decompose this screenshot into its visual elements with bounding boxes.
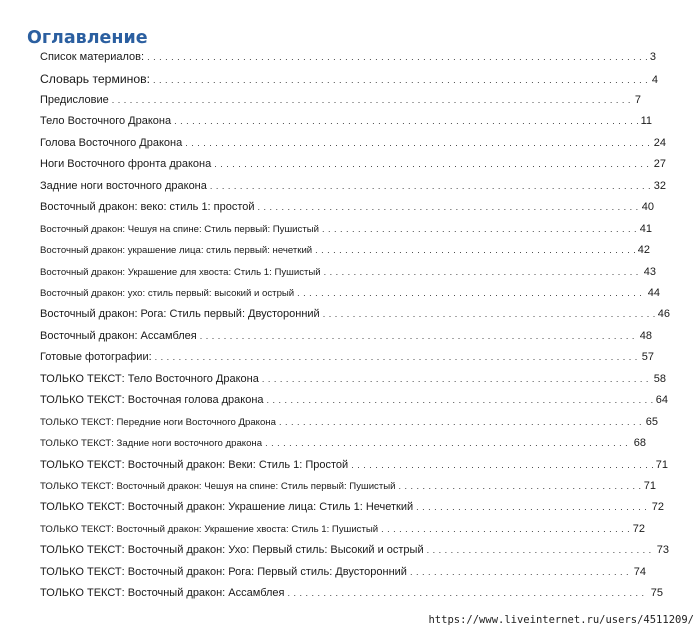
dot-leader	[185, 138, 651, 148]
dot-leader	[265, 438, 631, 448]
toc-entry-label: Задние ноги восточного дракона	[40, 179, 207, 192]
toc-entry-label: ТОЛЬКО ТЕКСТ: Восточный дракон: Украшение лица: Стиль 1: Нечеткий	[40, 501, 414, 514]
toc-entry-page: 73	[656, 544, 669, 557]
toc-entry-page: 74	[633, 565, 646, 578]
toc-entry-page: 3	[649, 51, 656, 63]
toc-entry-label: Восточный дракон: Украшение для хвоста: Стиль 1: Пушистый	[40, 266, 321, 278]
toc-entry-page: 11	[640, 115, 652, 128]
dot-leader	[297, 288, 645, 298]
dot-leader	[147, 52, 647, 62]
toc-entry-page: 42	[637, 244, 650, 257]
dot-leader	[288, 588, 648, 598]
dot-leader	[323, 309, 655, 319]
toc-entry-page: 65	[645, 415, 658, 428]
toc-entry-label: Восточный дракон: украшение лица: стиль первый: нечеткий	[40, 245, 313, 257]
toc-entry-label: Список материалов:	[40, 51, 145, 63]
toc-entry-label: Словарь терминов:	[40, 72, 151, 87]
toc-entry-label: ТОЛЬКО ТЕКСТ: Передние ноги Восточного Дракона	[40, 416, 276, 428]
toc-entry-label: Восточный дракон: Ассамблея	[40, 329, 197, 342]
toc-entry-label: ТОЛЬКО ТЕКСТ: Тело Восточного Дракона	[40, 372, 259, 385]
toc-entry-label: Восточный дракон: веко: стиль 1: простой	[40, 201, 255, 214]
toc-entry-page: 43	[643, 265, 656, 278]
toc-entry-page: 72	[632, 522, 645, 535]
toc-entry-label: Восточный дракон: Чешуя на спине: Стиль первый: Пушистый	[40, 223, 319, 235]
toc-entry[interactable]	[40, 330, 652, 348]
toc-entry-page: 75	[650, 587, 663, 600]
toc-entry-page: 68	[633, 437, 646, 450]
toc-entry-page: 72	[651, 501, 664, 514]
dot-leader	[410, 567, 631, 577]
toc-entry-label: Ноги Восточного фронта дракона	[40, 158, 212, 171]
toc-entry[interactable]	[40, 266, 656, 284]
toc-entry[interactable]	[40, 244, 650, 262]
toc-entry-page: 71	[655, 458, 668, 471]
toc-entry[interactable]	[40, 115, 652, 133]
toc-entry[interactable]	[40, 223, 652, 241]
toc-entry[interactable]	[40, 158, 666, 176]
toc-entry[interactable]	[40, 137, 666, 155]
dot-leader	[267, 395, 653, 405]
toc-entry-page: 32	[653, 179, 666, 192]
toc-entry-label: ТОЛЬКО ТЕКСТ: Восточный дракон: Украшение хвоста: Стиль 1: Пушистый	[40, 523, 379, 535]
dot-leader	[279, 417, 643, 427]
toc-entry[interactable]	[40, 287, 660, 305]
toc-entry[interactable]	[40, 180, 666, 198]
dot-leader	[324, 267, 641, 277]
toc-entry[interactable]	[40, 308, 670, 326]
toc-entry[interactable]	[40, 437, 646, 455]
toc-entry-label: Готовые фотографии:	[40, 351, 152, 364]
toc-entry-label: ТОЛЬКО ТЕКСТ: Восточный дракон: Ухо: Первый стиль: Высокий и острый	[40, 544, 424, 557]
toc-entry-label: Голова Восточного Дракона	[40, 136, 183, 149]
source-url: https://www.liveinternet.ru/users/4511209/	[428, 614, 694, 626]
dot-leader	[427, 545, 654, 555]
dot-leader	[258, 202, 639, 212]
toc-entry-label: Предисловие	[40, 93, 109, 106]
toc-entry[interactable]	[40, 480, 656, 498]
toc-entry-page: 46	[657, 308, 670, 321]
toc-entry[interactable]	[40, 566, 646, 584]
toc-entry[interactable]	[40, 72, 658, 90]
toc-entry[interactable]	[40, 416, 658, 434]
toc-entry-label: Восточный дракон: ухо: стиль первый: высокий и острый	[40, 287, 295, 299]
toc-entry-label: ТОЛЬКО ТЕКСТ: Восточный дракон: Чешуя на спине: Стиль первый: Пушистый	[40, 481, 396, 492]
dot-leader	[210, 181, 651, 191]
toc-entry[interactable]	[40, 587, 663, 605]
dot-leader	[399, 481, 641, 491]
dot-leader	[200, 331, 637, 341]
toc-title: Оглавление	[27, 28, 148, 48]
toc-entry[interactable]	[40, 501, 664, 519]
dot-leader	[315, 245, 635, 255]
toc-entry-page: 58	[653, 372, 666, 385]
toc-entry[interactable]	[40, 394, 668, 412]
toc-entry[interactable]	[40, 544, 669, 562]
toc-entry-page: 57	[641, 351, 654, 364]
toc-entry-page: 4	[651, 74, 658, 87]
toc-entry[interactable]	[40, 51, 656, 69]
toc-entry-page: 48	[639, 329, 652, 342]
dot-leader	[351, 460, 653, 470]
toc-entry-page: 24	[653, 136, 666, 149]
toc-entry-label: ТОЛЬКО ТЕКСТ: Восточный дракон: Ассамблея	[40, 587, 285, 600]
toc-entry-label: Восточный дракон: Рога: Стиль первый: Двусторонний	[40, 308, 320, 321]
toc-entry[interactable]	[40, 523, 645, 541]
toc-entry[interactable]	[40, 351, 654, 369]
dot-leader	[416, 502, 649, 512]
dot-leader	[322, 224, 637, 234]
dot-leader	[214, 159, 651, 169]
toc-entry-page: 44	[647, 286, 660, 299]
dot-leader	[174, 116, 637, 126]
dot-leader	[112, 95, 632, 105]
dot-leader	[153, 75, 649, 85]
toc-entry-page: 40	[641, 201, 654, 214]
toc-entry-label: ТОЛЬКО ТЕКСТ: Восточный дракон: Рога: Первый стиль: Двусторонний	[40, 565, 407, 578]
toc-entry-label: ТОЛЬКО ТЕКСТ: Восточный дракон: Веки: Стиль 1: Простой	[40, 458, 349, 471]
toc-entry[interactable]	[40, 201, 654, 219]
dot-leader	[381, 524, 630, 534]
toc-entry[interactable]	[40, 94, 641, 112]
toc-entry[interactable]	[40, 459, 668, 477]
toc-entry-page: 27	[653, 158, 666, 171]
toc-entry-label: ТОЛЬКО ТЕКСТ: Восточная голова дракона	[40, 394, 264, 407]
toc-entry[interactable]	[40, 373, 666, 391]
toc-entry-page: 64	[655, 394, 668, 407]
toc-entry-page: 7	[634, 93, 641, 106]
dot-leader	[262, 374, 651, 384]
dot-leader	[155, 352, 639, 362]
toc-entry-label: Тело Восточного Дракона	[40, 115, 172, 128]
toc-entry-page: 41	[639, 222, 652, 235]
toc-entry-label: ТОЛЬКО ТЕКСТ: Задние ноги восточного дракона	[40, 438, 263, 450]
toc-entry-page: 71	[643, 480, 656, 492]
